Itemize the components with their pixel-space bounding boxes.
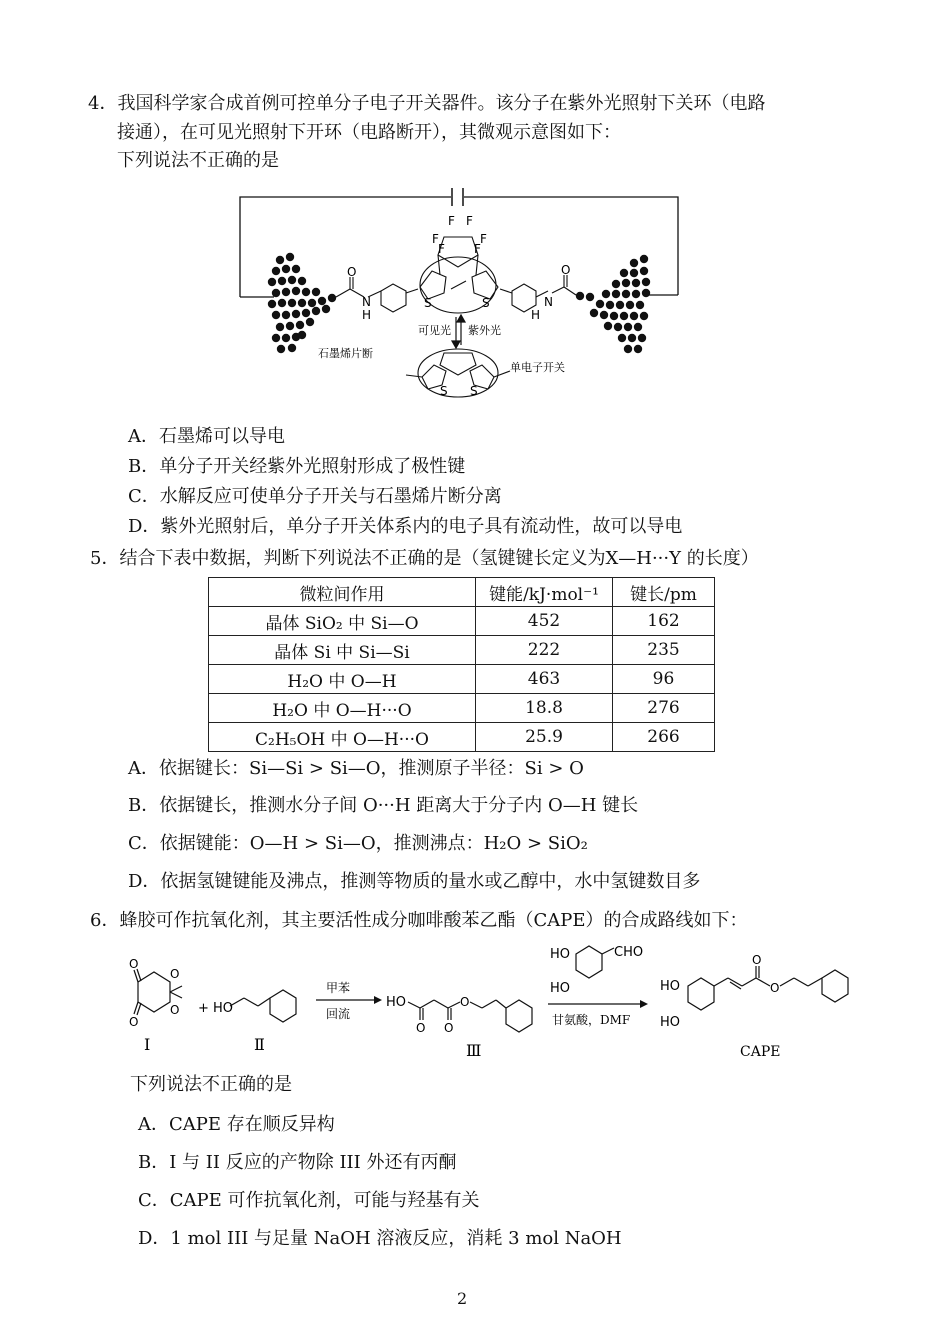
label-graphene-fragment: 石墨烯片断 (318, 347, 373, 360)
table-cell: 222 (476, 636, 613, 665)
atom-s-closed-left: S (440, 384, 448, 398)
atom-s-closed-right: S (470, 384, 478, 398)
table-cell: 276 (613, 694, 715, 723)
amide-linker-right (500, 275, 576, 312)
cape-ho-bottom: HO (660, 1015, 681, 1030)
table-row (209, 665, 715, 694)
table-cell: 晶体 Si 中 Si—Si (209, 636, 476, 665)
table-cell: 162 (613, 607, 715, 636)
table-cell: 25.9 (476, 723, 613, 752)
table-header-row (209, 578, 715, 607)
compound-ii-plus-ho: + HO (198, 1001, 234, 1016)
atom-f-5: F (438, 242, 445, 256)
cape-structure (688, 966, 848, 1010)
reagent-ho-top: HO (550, 947, 571, 962)
label-visible-light: 可见光 (418, 324, 451, 337)
reaction-arrow-1-head (374, 996, 382, 1004)
equilibrium-arrows (452, 315, 465, 348)
label-single-electron-switch: 单电子开关 (510, 361, 565, 374)
atom-n-right: N (544, 295, 553, 309)
compound-ii-structure (230, 990, 296, 1022)
atom-s-open-right: S (482, 296, 490, 310)
q4-stem-line2: 接通），在可见光照射下开环（电路断开），其微观示意图如下： (117, 122, 621, 143)
label-compound-iii: Ⅲ (466, 1041, 482, 1060)
atom-o-right: O (561, 263, 571, 277)
q6-question: 下列说法不正确的是 (130, 1074, 292, 1095)
amide-linker-left (336, 277, 418, 312)
reagent-ho-bottom: HO (550, 981, 571, 996)
compound-iii-structure (408, 1000, 532, 1032)
compound-iii-o-2: O (444, 1021, 454, 1035)
cape-synthesis-scheme (120, 940, 880, 1068)
table-cell: H₂O 中 O—H (209, 665, 476, 694)
q6-option-c: C．CAPE 可作抗氧化剂，可能与羟基有关 (138, 1190, 480, 1211)
table-header: 键长/pm (613, 578, 715, 607)
table-cell: 235 (613, 636, 715, 665)
table-row (209, 636, 715, 665)
cape-ho-top: HO (660, 979, 681, 994)
q5-option-c: C．依据键能：O—H > Si—O，推测沸点：H₂O > SiO₂ (128, 833, 588, 854)
table-cell: C₂H₅OH 中 O—H···O (209, 723, 476, 752)
condition-reflux: 回流 (326, 1007, 351, 1021)
switch-core-closed (406, 349, 510, 397)
table-cell: 463 (476, 665, 613, 694)
atom-f-2: F (466, 214, 473, 228)
q4-option-a: A．石墨烯可以导电 (128, 426, 285, 447)
cape-o-ester: O (770, 981, 780, 995)
label-cape: CAPE (740, 1044, 781, 1060)
atom-f-1: F (448, 214, 455, 228)
q4-option-b: B．单分子开关经紫外光照射形成了极性键 (128, 456, 466, 477)
graphene-fragment-right (576, 255, 650, 353)
label-uv-light: 紫外光 (468, 324, 501, 337)
atom-n-left: N (362, 295, 371, 309)
atom-h-right: H (531, 308, 541, 322)
capacitor-icon (452, 188, 463, 206)
q6-option-a: A．CAPE 存在顺反异构 (138, 1114, 335, 1135)
page-number: 2 (457, 1289, 468, 1308)
compound-i-o-top: O (129, 957, 139, 971)
table-row (209, 694, 715, 723)
label-compound-ii: Ⅱ (254, 1035, 265, 1054)
q5-option-a: A．依据键长：Si—Si > Si—O，推测原子半径：Si > O (128, 758, 584, 779)
compound-iii-o-ester: O (460, 995, 470, 1009)
atom-f-3: F (432, 232, 439, 246)
q5-stem: 5．结合下表中数据，判断下列说法不正确的是（氢键键长定义为X—H···Y 的长度） (90, 548, 759, 569)
q5-option-d: D．依据氢键键能及沸点，推测等物质的量水或乙醇中，水中氢键数目多 (128, 871, 701, 892)
q4-question: 下列说法不正确的是 (117, 150, 279, 171)
compound-i-o-bottom: O (129, 1015, 139, 1029)
q4-stem-line1: 4．我国科学家合成首例可控单分子电子开关器件。该分子在紫外光照射下关环（电路 (88, 93, 766, 114)
table-row (209, 607, 715, 636)
cape-o-carbonyl: O (752, 953, 762, 967)
condition-toluene: 甲苯 (326, 981, 351, 995)
q4-option-d: D．紫外光照射后，单分子开关体系内的电子具有流动性，故可以导电 (128, 516, 683, 537)
atom-f-6: F (474, 242, 481, 256)
graphene-fragment-left (268, 253, 336, 353)
q5-option-b: B．依据键长，推测水分子间 O···H 距离大于分子内 O—H 键长 (128, 795, 639, 816)
atom-h-left: H (362, 308, 372, 322)
table-row (209, 723, 715, 752)
table-cell: 96 (613, 665, 715, 694)
compound-iii-o-1: O (416, 1021, 426, 1035)
atom-f-4: F (480, 232, 487, 246)
dihydroxybenzaldehyde-structure (576, 946, 614, 978)
atom-o-left: O (347, 265, 357, 279)
reaction-arrow-2-head (640, 1000, 648, 1008)
table-cell: 18.8 (476, 694, 613, 723)
condition-glycine-dmf: 甘氨酸，DMF (552, 1013, 631, 1027)
bond-data-table (208, 577, 715, 752)
label-compound-i: Ⅰ (144, 1035, 151, 1054)
compound-i-o-ring-bottom: O (170, 1003, 180, 1017)
table-cell: 晶体 SiO₂ 中 Si—O (209, 607, 476, 636)
reagent-cho: CHO (614, 945, 644, 960)
table-header: 键能/kJ·mol⁻¹ (476, 578, 613, 607)
q6-option-b: B．I 与 II 反应的产物除 III 外还有丙酮 (138, 1152, 457, 1173)
table-cell: H₂O 中 O—H···O (209, 694, 476, 723)
table-cell: 452 (476, 607, 613, 636)
atom-s-open-left: S (424, 296, 432, 310)
compound-iii-ho: HO (386, 995, 407, 1010)
q6-stem: 6．蜂胶可作抗氧化剂，其主要活性成分咖啡酸苯乙酯（CAPE）的合成路线如下： (90, 910, 748, 931)
molecular-switch-figure (236, 185, 684, 400)
q4-option-c: C．水解反应可使单分子开关与石墨烯片断分离 (128, 486, 502, 507)
table-cell: 266 (613, 723, 715, 752)
q6-option-d: D．1 mol III 与足量 NaOH 溶液反应，消耗 3 mol NaOH (138, 1228, 622, 1249)
compound-i-o-ring-top: O (170, 967, 180, 981)
table-header: 微粒间作用 (209, 578, 476, 607)
